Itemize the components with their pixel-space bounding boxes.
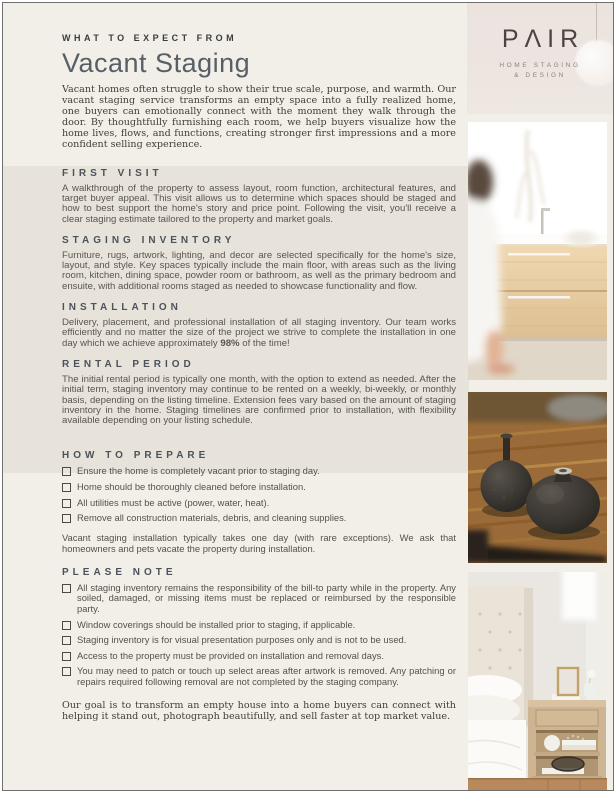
brand-tagline-line1: HOME STAGING — [499, 62, 581, 69]
checkbox-icon — [62, 621, 71, 630]
checkbox-icon — [62, 514, 71, 523]
section-body: A walkthrough of the property to assess layout, room function, architectural features, and target buyer appeal. This visit allows us to determine which spaces should be staged and how to best support the home's story and price point. Following the visit, you'll receive a clear staging estimate tailored to the property and market goals. — [62, 182, 456, 225]
bedroom-nightstand-photo — [468, 572, 607, 790]
ceramic-vases-photo — [468, 392, 607, 563]
section-title: STAGING INVENTORY — [62, 234, 236, 246]
checklist-label: You may need to patch or touch up select areas after artwork is removed. Any patching or repairs required following removal are not completed by the staging company. — [77, 665, 456, 687]
section-title: FIRST VISIT — [62, 167, 163, 179]
highlighted-stat: 98% — [220, 337, 240, 349]
checklist-item — [62, 651, 456, 662]
checklist-label: Ensure the home is completely vacant prior to staging day. — [77, 465, 320, 477]
prepare-note: Vacant staging installation typically takes one day (with rare exceptions). We ask that homeowners and pets vacate the property during installation. — [62, 531, 456, 554]
section-how-to-prepare — [62, 451, 456, 553]
section-body-text: Delivery, placement, and professional installation of all staging inventory. Our team works efficiently and no matter the size of the project we strive to complete the installation in one day which we achieve approximately — [62, 317, 456, 349]
section-title: PLEASE NOTE — [62, 566, 177, 578]
brand-tagline — [467, 61, 613, 82]
section-body: Furniture, rugs, artwork, lighting, and decor are selected specifically for the home's size, layout, and style. Key spaces typically include the main floor, with areas such as the living room, kitchen, dining space, powder room or bathroom, as well as the primary bedroom and ensuite, with additional rooms staged as needed to showcase functionality and flow. — [62, 249, 456, 292]
section-body: The initial rental period is typically one month, with the option to extend as needed. After the initial term, staging inventory may continue to be rented on a weekly, bi-weekly, or monthly basis, depending on the listing timeline. Extension fees vary based on the amount of staging inventory in the home. Staging timelines are confirmed prior to installation, with flexibility available depending on your listing schedule. — [62, 373, 456, 427]
document-page — [2, 2, 614, 791]
checkbox-icon — [62, 499, 71, 508]
checkbox-icon — [62, 483, 71, 492]
page-title: Vacant Staging — [62, 48, 251, 78]
intro-paragraph: Vacant homes often struggle to show their true scale, purpose, and warmth. Our vacant staging service transforms an empty space into a fully realized home, one buyers can emotionally connect with the moment they walk through the door. By thoughtfully furnishing each room, we help buyers visualize how the home lives, flows, and functions, creating stronger first impressions and a more confident selling experience. — [62, 84, 456, 150]
checklist-label: Staging inventory is for visual presentation purposes only and is not to be used. — [77, 634, 407, 646]
kicker: WHAT TO EXPECT FROM — [62, 33, 238, 43]
checklist-item — [62, 498, 456, 509]
checklist-item — [62, 513, 456, 524]
content-column — [62, 34, 456, 722]
checklist-label: Access to the property must be provided on installation and removal days. — [77, 649, 384, 661]
checklist-item — [62, 666, 456, 687]
brand-logo — [467, 3, 613, 82]
checkbox-icon — [62, 636, 71, 645]
checklist-label: Remove all construction materials, debris, and cleaning supplies. — [77, 512, 347, 524]
section-rental-period — [62, 360, 456, 426]
checklist-item — [62, 583, 456, 615]
section-installation — [62, 303, 456, 349]
checkbox-icon — [62, 467, 71, 476]
checklist-item — [62, 635, 456, 646]
checkbox-icon — [62, 667, 71, 676]
checklist-item — [62, 620, 456, 631]
section-title: HOW TO PREPARE — [62, 450, 210, 462]
closing-paragraph: Our goal is to transform an empty house into a home buyers can connect with helping it stand out, photograph beautifully, and sell faster at top market value. — [62, 699, 456, 722]
brand-logo-text: PΛIR — [501, 25, 585, 53]
section-please-note — [62, 568, 456, 688]
brand-logo-block — [467, 3, 613, 114]
section-body — [62, 318, 456, 349]
checklist-label: All utilities must be active (power, water, heat). — [77, 496, 270, 508]
checklist-label: Window coverings should be installed prior to staging, if applicable. — [77, 618, 356, 630]
section-first-visit — [62, 169, 456, 225]
section-title: INSTALLATION — [62, 302, 182, 314]
section-title: RENTAL PERIOD — [62, 358, 195, 370]
bathroom-vanity-photo — [468, 122, 607, 380]
section-body-text: of the time! — [239, 337, 290, 349]
checkbox-icon — [62, 652, 71, 661]
checklist-item — [62, 466, 456, 477]
section-staging-inventory — [62, 236, 456, 292]
checklist-item — [62, 482, 456, 493]
brand-tagline-line2: & DESIGN — [514, 72, 566, 80]
checklist-label: All staging inventory remains the responsibility of the bill-to party while in the property. Any soiled, damaged, or missing items must be replaced or reimbursed by the responsible party. — [77, 581, 456, 614]
checkbox-icon — [62, 584, 71, 593]
checklist-label: Home should be thoroughly cleaned before installation. — [77, 481, 306, 493]
